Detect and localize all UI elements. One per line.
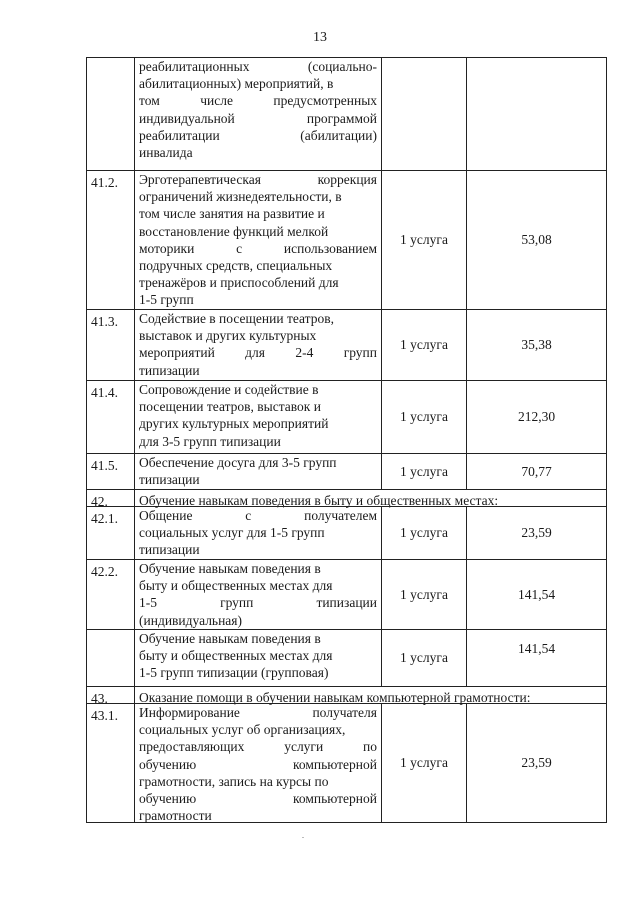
price-value: 23,59: [521, 755, 552, 771]
description-word: типизации: [139, 542, 200, 558]
row-number-cell: [86, 57, 135, 171]
description-line: [139, 647, 377, 664]
price-cell: [466, 559, 607, 630]
description-line: [139, 144, 377, 161]
description-word: 1-5 групп: [139, 292, 194, 308]
price-value: 23,59: [521, 525, 552, 541]
description-line: [139, 524, 377, 541]
description-line: [139, 630, 377, 647]
description-word: Эрготерапевтическая: [139, 172, 261, 187]
service-description-cell: [134, 380, 382, 454]
unit-cell: [381, 309, 467, 381]
description-word: программой: [306, 110, 377, 126]
description-word: посещении театров, выставок и: [139, 399, 321, 415]
description-line: [139, 738, 377, 755]
description-word: компьютерной: [292, 756, 377, 772]
description-word: инвалида: [139, 144, 193, 160]
description-word: реабилитации: [139, 127, 220, 143]
description-line: [139, 205, 377, 222]
row-number-cell: [86, 170, 135, 310]
price-value: 53,08: [521, 232, 552, 248]
description-line: [139, 344, 377, 361]
description-line: [139, 127, 377, 144]
description-line: [139, 257, 377, 274]
description-word: (абилитации): [300, 127, 377, 143]
service-description-cell: [134, 309, 382, 381]
unit-value: 1 услуга: [400, 586, 448, 602]
description-word: том: [139, 93, 160, 109]
description-line: [139, 541, 377, 558]
description-word: Содействие в посещении театров,: [139, 311, 334, 326]
description-word: восстановление функций мелкой: [139, 223, 329, 239]
description-word: (индивидуальная): [139, 612, 243, 628]
description-line: [139, 310, 377, 327]
unit-value: 1 услуга: [400, 650, 448, 666]
price-cell: [466, 380, 607, 454]
description-line: [139, 415, 377, 432]
description-word: индивидуальной: [139, 110, 235, 126]
price-cell: [466, 703, 607, 823]
row-number-cell: [86, 703, 135, 823]
description-word: коррекция: [317, 172, 377, 187]
service-description-cell: [134, 703, 382, 823]
section-heading: Оказание помощи в обучении навыкам компьютерной грамотности:: [139, 690, 531, 705]
unit-value: 1 услуга: [400, 409, 448, 425]
unit-cell: [381, 57, 467, 171]
description-word: получателем: [304, 508, 377, 523]
description-line: [139, 327, 377, 344]
description-line: [139, 594, 377, 611]
row-number-cell: [86, 453, 135, 490]
description-line: [139, 110, 377, 127]
unit-value: 1 услуга: [400, 525, 448, 541]
description-line: [139, 454, 377, 471]
row-number-cell: [86, 559, 135, 630]
unit-cell: [381, 629, 467, 687]
description-word: предоставляющих: [139, 739, 245, 755]
description-line: [139, 507, 377, 524]
description-word: 2-4: [295, 345, 314, 361]
row-number: 42.1.: [91, 511, 118, 526]
unit-value: 1 услуга: [400, 232, 448, 248]
description-line: [139, 92, 377, 109]
description-line: [139, 612, 377, 629]
description-word: тренажёров и приспособлений для: [139, 275, 339, 291]
description-word: 1-5 групп типизации (групповая): [139, 665, 329, 681]
description-word: других культурных мероприятий: [139, 416, 329, 432]
service-description-cell: [134, 629, 382, 687]
description-word: Информирование: [139, 705, 240, 720]
row-number: 41.4.: [91, 385, 118, 400]
row-number-cell: [86, 489, 135, 507]
row-number-cell: [86, 686, 135, 704]
description-word: быту и общественных местах для: [139, 648, 333, 664]
description-line: [139, 188, 377, 205]
description-line: [139, 721, 377, 738]
price-value: 35,38: [521, 337, 552, 353]
description-word: Сопровождение и содействие в: [139, 382, 319, 397]
description-word: абилитационных) мероприятий, в: [139, 76, 334, 92]
description-word: моторики: [139, 240, 195, 256]
description-word: (социально-: [307, 59, 377, 74]
description-word: типизации: [316, 595, 378, 611]
description-line: [139, 433, 377, 450]
description-word: групп: [220, 595, 254, 611]
description-line: [139, 75, 377, 92]
description-word: обучению: [139, 756, 197, 772]
unit-cell: [381, 380, 467, 454]
page-number: 13: [313, 30, 327, 45]
section-heading: Обучение навыкам поведения в быту и общественных местах:: [139, 493, 499, 508]
description-line: [139, 274, 377, 291]
description-word: Обучение навыкам поведения в: [139, 561, 321, 576]
description-line: [139, 398, 377, 415]
unit-cell: [381, 506, 467, 560]
description-line: [139, 790, 377, 807]
description-word: грамотности: [139, 808, 212, 824]
row-number: 43.: [91, 691, 108, 706]
price-value: 70,77: [521, 463, 552, 479]
description-word: предусмотренных: [273, 93, 378, 109]
description-word: для: [245, 345, 265, 361]
description-word: социальных услуг об организациях,: [139, 722, 346, 738]
unit-cell: [381, 170, 467, 310]
description-line: [139, 773, 377, 790]
price-cell: [466, 629, 607, 687]
description-word: использованием: [283, 240, 378, 256]
description-word: выставок и других культурных: [139, 328, 317, 344]
section-heading-cell: [134, 489, 607, 507]
row-number: 41.2.: [91, 175, 118, 190]
description-line: [139, 807, 377, 824]
description-word: услуги: [284, 739, 324, 755]
unit-cell: [381, 703, 467, 823]
description-word: быту и общественных местах для: [139, 578, 333, 594]
description-word: ограничений жизнедеятельности, в: [139, 189, 342, 205]
price-cell: [466, 506, 607, 560]
scan-speck: [302, 837, 304, 838]
price-cell: [466, 57, 607, 171]
description-word: Обеспечение досуга для 3-5 групп: [139, 455, 337, 470]
description-word: том числе занятия на развитие и: [139, 206, 325, 222]
section-heading-cell: [134, 686, 607, 704]
description-line: [139, 171, 377, 188]
row-number-cell: [86, 309, 135, 381]
description-word: с: [236, 240, 243, 256]
price-value: 141,54: [517, 641, 556, 656]
price-cell: [466, 170, 607, 310]
row-number: 41.3.: [91, 314, 118, 329]
description-word: 1-5: [139, 595, 157, 611]
description-word: компьютерной: [292, 790, 377, 806]
unit-value: 1 услуга: [400, 755, 448, 771]
description-word: получателя: [312, 705, 377, 720]
description-line: [139, 381, 377, 398]
row-number: 41.5.: [91, 458, 118, 473]
service-description-cell: [134, 453, 382, 490]
description-line: [139, 756, 377, 773]
service-description-cell: [134, 57, 382, 171]
service-description-cell: [134, 506, 382, 560]
description-line: [139, 58, 377, 75]
description-word: реабилитационных: [139, 59, 250, 74]
description-line: [139, 664, 377, 681]
price-value: 212,30: [517, 409, 556, 425]
description-word: социальных услуг для 1-5 групп: [139, 525, 325, 541]
row-number: 43.1.: [91, 708, 118, 723]
description-line: [139, 291, 377, 308]
description-line: [139, 223, 377, 240]
description-line: [139, 362, 377, 379]
description-line: [139, 471, 377, 488]
description-word: мероприятий: [139, 345, 215, 361]
description-word: Общение: [139, 508, 193, 523]
row-number-cell: [86, 380, 135, 454]
row-number-cell: [86, 629, 135, 687]
description-word: Обучение навыкам поведения в: [139, 631, 321, 646]
row-number-cell: [86, 506, 135, 560]
row-number: 42.: [91, 494, 108, 509]
description-word: грамотности, запись на курсы по: [139, 773, 329, 789]
price-value: 141,54: [517, 586, 556, 602]
unit-cell: [381, 559, 467, 630]
description-word: по: [363, 739, 377, 755]
price-cell: [466, 309, 607, 381]
description-word: обучению: [139, 790, 197, 806]
service-description-cell: [134, 170, 382, 310]
price-cell: [466, 453, 607, 490]
description-word: числе: [200, 93, 233, 109]
description-line: [139, 577, 377, 594]
description-word: с: [245, 508, 252, 523]
description-word: подручных средств, специальных: [139, 257, 333, 273]
description-word: для 3-5 групп типизации: [139, 433, 281, 449]
unit-value: 1 услуга: [400, 337, 448, 353]
unit-value: 1 услуга: [400, 463, 448, 479]
description-line: [139, 560, 377, 577]
unit-cell: [381, 453, 467, 490]
description-line: [139, 704, 377, 721]
description-line: [139, 240, 377, 257]
description-word: групп: [343, 345, 378, 361]
service-description-cell: [134, 559, 382, 630]
description-word: типизации: [139, 362, 200, 378]
row-number: 42.2.: [91, 564, 118, 579]
description-word: типизации: [139, 472, 200, 488]
